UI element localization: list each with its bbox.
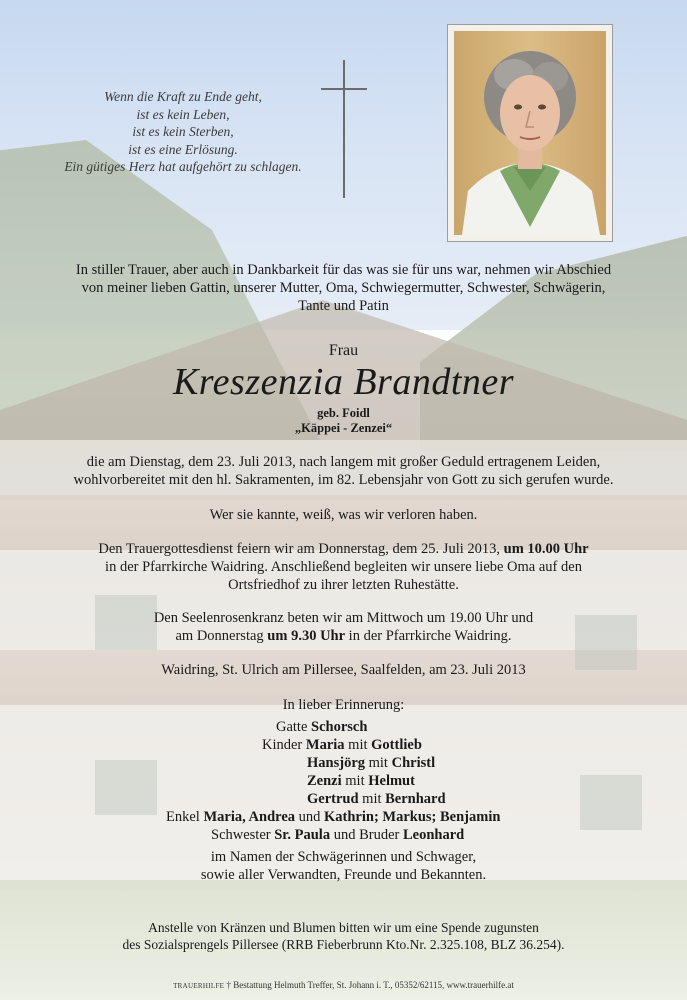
deceased-name: Kreszenzia Brandtner xyxy=(172,361,515,403)
portrait-photo xyxy=(454,31,606,235)
memory-heading: In lieber Erinnerung: xyxy=(282,697,405,713)
poem-line: Wenn die Kraft zu Ende geht, xyxy=(104,89,262,104)
nickname: „Käppei - Zenzei“ xyxy=(294,421,393,435)
motto: Wer sie kannte, weiß, was wir verloren haben. xyxy=(209,507,478,523)
extended-line: sowie aller Verwandten, Freunde und Bekannten. xyxy=(200,866,487,883)
poem-quote xyxy=(48,88,318,176)
rosary-line-1: Den Seelenrosenkranz beten wir am Mittwoch um 19.00 Uhr und xyxy=(153,610,534,626)
place-date: Waidring, St. Ulrich am Pillersee, Saalfelden, am 23. Juli 2013 xyxy=(161,662,526,678)
family-extended xyxy=(0,849,687,885)
funeral-line-1: Den Trauergottesdienst feiern wir am Donnerstag, dem 25. Juli 2013, um 10.00 Uhr xyxy=(98,541,589,557)
death-line: wohlvorbereitet mit den hl. Sakramenten, im 82. Lebensjahr von Gott zu sich gerufen wurde. xyxy=(73,471,614,488)
poem-line: Ein gütiges Herz hat aufgehört zu schlagen. xyxy=(64,159,302,174)
family-child: Gertrud mit Bernhard xyxy=(307,791,446,807)
funeral-info xyxy=(0,541,687,594)
cross-icon xyxy=(343,60,345,198)
funeral-line-3: Ortsfriedhof zu ihrer letzten Ruhestätte. xyxy=(228,576,459,593)
rosary-info xyxy=(0,610,687,646)
extended-line: im Namen der Schwägerinnen und Schwager, xyxy=(210,849,477,865)
cross-icon-bar xyxy=(321,88,367,90)
family-child: Zenzi mit Helmut xyxy=(307,773,415,789)
death-notice xyxy=(0,454,687,490)
donation-line: Anstelle von Kränzen und Blumen bitten wir um eine Spende zugunsten xyxy=(148,920,539,935)
poem-line: ist es kein Leben, xyxy=(136,106,230,122)
family-child: Kinder Maria mit Gottlieb xyxy=(262,737,422,753)
intro-line: Tante und Patin xyxy=(298,297,389,314)
poem-line: ist es eine Erlösung. xyxy=(128,141,238,157)
funeral-line-2: in der Pfarrkirche Waidring. Anschließend begleiten wir unsere liebe Oma auf den xyxy=(105,558,582,575)
intro-line: In stiller Trauer, aber auch in Dankbarkeit für das was sie für uns war, nehmen wir Abschied xyxy=(75,262,612,278)
portrait-illustration xyxy=(454,31,606,235)
footer-text: Bestattung Helmuth Treffer, St. Johann i. T., 05352/62115, www.trauerhilfe.at xyxy=(233,980,514,990)
family-siblings: Schwester Sr. Paula und Bruder Leonhard xyxy=(211,827,465,843)
candle-icon: † xyxy=(226,980,231,990)
maiden-name: geb. Foidl xyxy=(317,406,370,420)
donation-request xyxy=(0,919,687,953)
poem-line: ist es kein Sterben, xyxy=(132,124,234,139)
family-grandchildren: Enkel Maria, Andrea und Kathrin; Markus; Benjamin xyxy=(166,809,501,825)
title-prefix: Frau xyxy=(328,342,359,359)
footer xyxy=(0,980,687,990)
rosary-line-2: am Donnerstag um 9.30 Uhr in der Pfarrkirche Waidring. xyxy=(175,627,512,644)
intro-text xyxy=(0,262,687,315)
family-spouse: Gatte Schorsch xyxy=(276,719,368,735)
family-child: Hansjörg mit Christl xyxy=(307,755,436,771)
footer-brand: TRAUERHILFE xyxy=(173,982,225,990)
death-line: die am Dienstag, dem 23. Juli 2013, nach langem mit großer Geduld ertragenem Leiden, xyxy=(86,454,601,470)
donation-line: des Sozialsprengels Pillersee (RRB Fieberbrunn Kto.Nr. 2.325.108, BLZ 36.254). xyxy=(122,937,565,952)
intro-line: von meiner lieben Gattin, unserer Mutter, Oma, Schwiegermutter, Schwester, Schwägerin, xyxy=(81,279,606,296)
